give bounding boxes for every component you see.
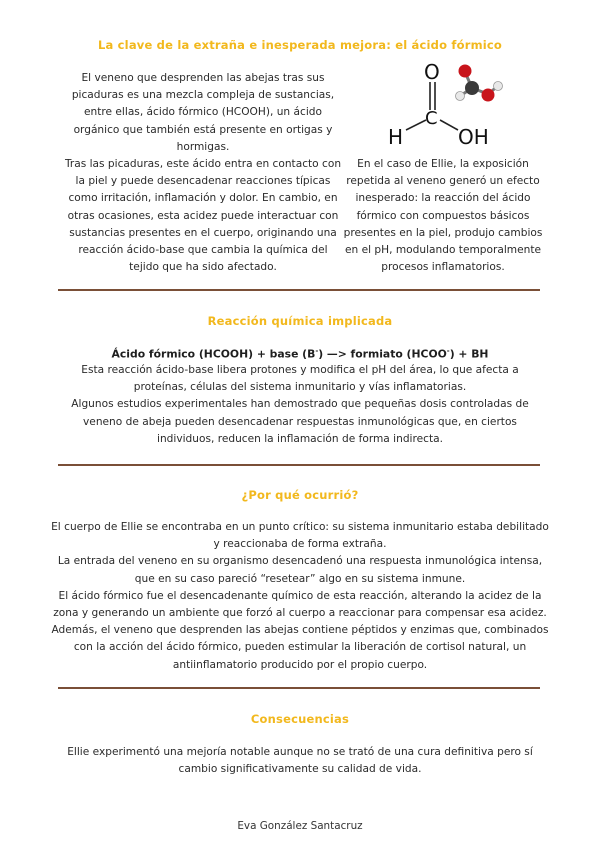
text-line: Tras las picaduras, este ácido entra en contacto con [64, 158, 342, 171]
equation-part: ) —> formiato (HCOO [318, 347, 447, 361]
text-line: procesos inflamatorios. [381, 261, 505, 274]
text-line: en el pH, modulando temporalmente [344, 244, 542, 257]
bond-line [440, 120, 458, 130]
author-name: Eva González Santacruz [237, 820, 363, 832]
text-line: El cuerpo de Ellie se encontraba en un punto crítico: su sistema inmunitario estaba debilitado [51, 521, 549, 533]
text-line: El ácido fórmico fue el desencadenante químico de esta reacción, alterando la acidez de la [58, 589, 542, 602]
text-line: Algunos estudios experimentales han demostrado que pequeñas dosis controladas de [71, 398, 529, 411]
section-divider [58, 289, 540, 291]
equation-part: Ácido fórmico (HCOOH) + base (B [111, 347, 316, 361]
equation-superscript: - [446, 347, 450, 355]
text-line: repetida al veneno generó un efecto [346, 175, 540, 188]
text-line: otras ocasiones, esta acidez puede interactuar con [67, 209, 339, 222]
text-line: El veneno que desprenden las abejas tras sus [81, 72, 325, 84]
text-line: entre ellas, ácido fórmico (HCOOH), un ácido [84, 106, 322, 119]
carbon-label: C [425, 108, 438, 129]
hydrogen-atom-ball [456, 92, 465, 101]
text-line: que en su caso pareció “resetear” algo en su sistema inmune. [134, 572, 466, 585]
section-divider [58, 464, 540, 466]
text-line: Ellie experimentó una mejoría notable aunque no se trató de una cura definitiva pero sí [67, 746, 533, 758]
carbon-atom-ball [465, 81, 479, 95]
text-line: la piel y puede desencadenar reacciones típicas [75, 175, 331, 188]
chemical-equation [0, 347, 600, 361]
text-line: individuos, reducen la inflamación de forma indirecta. [157, 432, 443, 445]
text-line: Esta reacción ácido-base libera protones y modifica el pH del área, lo que afecta a [81, 364, 519, 376]
text-line: En el caso de Ellie, la exposición [357, 158, 529, 170]
text-line: zona y generando un ambiente que forzó al cuerpo a reaccionar para compensar esa acidez. [53, 607, 547, 620]
equation-superscript: - [315, 347, 319, 355]
text-line: cambio significativamente su calidad de vida. [178, 763, 422, 776]
consequences-paragraph [40, 744, 560, 778]
reaction-paragraph [40, 362, 560, 448]
text-line: sustancias presentes en el cuerpo, originando una [69, 226, 337, 239]
text-line: como irritación, inflamación y dolor. En cambio, en [68, 192, 338, 205]
section-title-consequences: Consecuencias [250, 712, 350, 726]
bond-line [406, 120, 426, 130]
hydrogen-label: H [388, 125, 404, 149]
text-line: proteínas, células del sistema inmunitario y vías inflamatorias. [133, 381, 467, 394]
section-title-chemical-reaction: Reacción química implicada [207, 314, 393, 328]
text-line: hormigas. [176, 140, 230, 153]
text-line: fórmico con compuestos básicos [356, 209, 530, 222]
intro-paragraph [52, 70, 354, 276]
why-paragraph [30, 519, 570, 674]
ellie-paragraph [342, 156, 544, 276]
text-line: Además, el veneno que desprenden las abejas contiene péptidos y enzimas que, combinados [51, 624, 549, 637]
hydroxyl-label: OH [458, 125, 489, 149]
section-title-why-it-happened: ¿Por qué ocurrió? [241, 488, 359, 502]
text-line: La entrada del veneno en su organismo desencadenó una respuesta inmunológica intensa, [57, 555, 543, 568]
section-divider [58, 687, 540, 689]
text-line: con la acción del ácido fórmico, pueden estimular la liberación de cortisol natural, un [73, 641, 527, 654]
text-line: y reaccionaba de forma extraña. [213, 538, 387, 551]
section-title-formic-acid: La clave de la extraña e inesperada mejora: el ácido fórmico [97, 38, 503, 52]
text-line: orgánico que también está presente en ortigas y [73, 123, 333, 136]
text-line: antiinflamatorio producido por el propio cuerpo. [172, 658, 428, 671]
text-line: reacción ácido-base que cambia la química del [78, 244, 328, 257]
text-line: veneno de abeja pueden desencadenar respuestas inmunológicas que, en ciertos [83, 415, 517, 428]
equation-part: ) + BH [449, 347, 489, 361]
hydrogen-atom-ball [494, 82, 503, 91]
formic-acid-molecule-illustration [380, 58, 510, 150]
text-line: picaduras es una mezcla compleja de sustancias, [71, 89, 335, 102]
oxygen-atom-ball [459, 65, 472, 78]
text-line: presentes en la piel, produjo cambios [343, 226, 543, 239]
oxygen-label: O [424, 60, 440, 84]
text-line: inesperado: la reacción del ácido [355, 192, 531, 205]
oxygen-atom-ball [482, 89, 495, 102]
text-line: tejido que ha sido afectado. [129, 261, 277, 274]
